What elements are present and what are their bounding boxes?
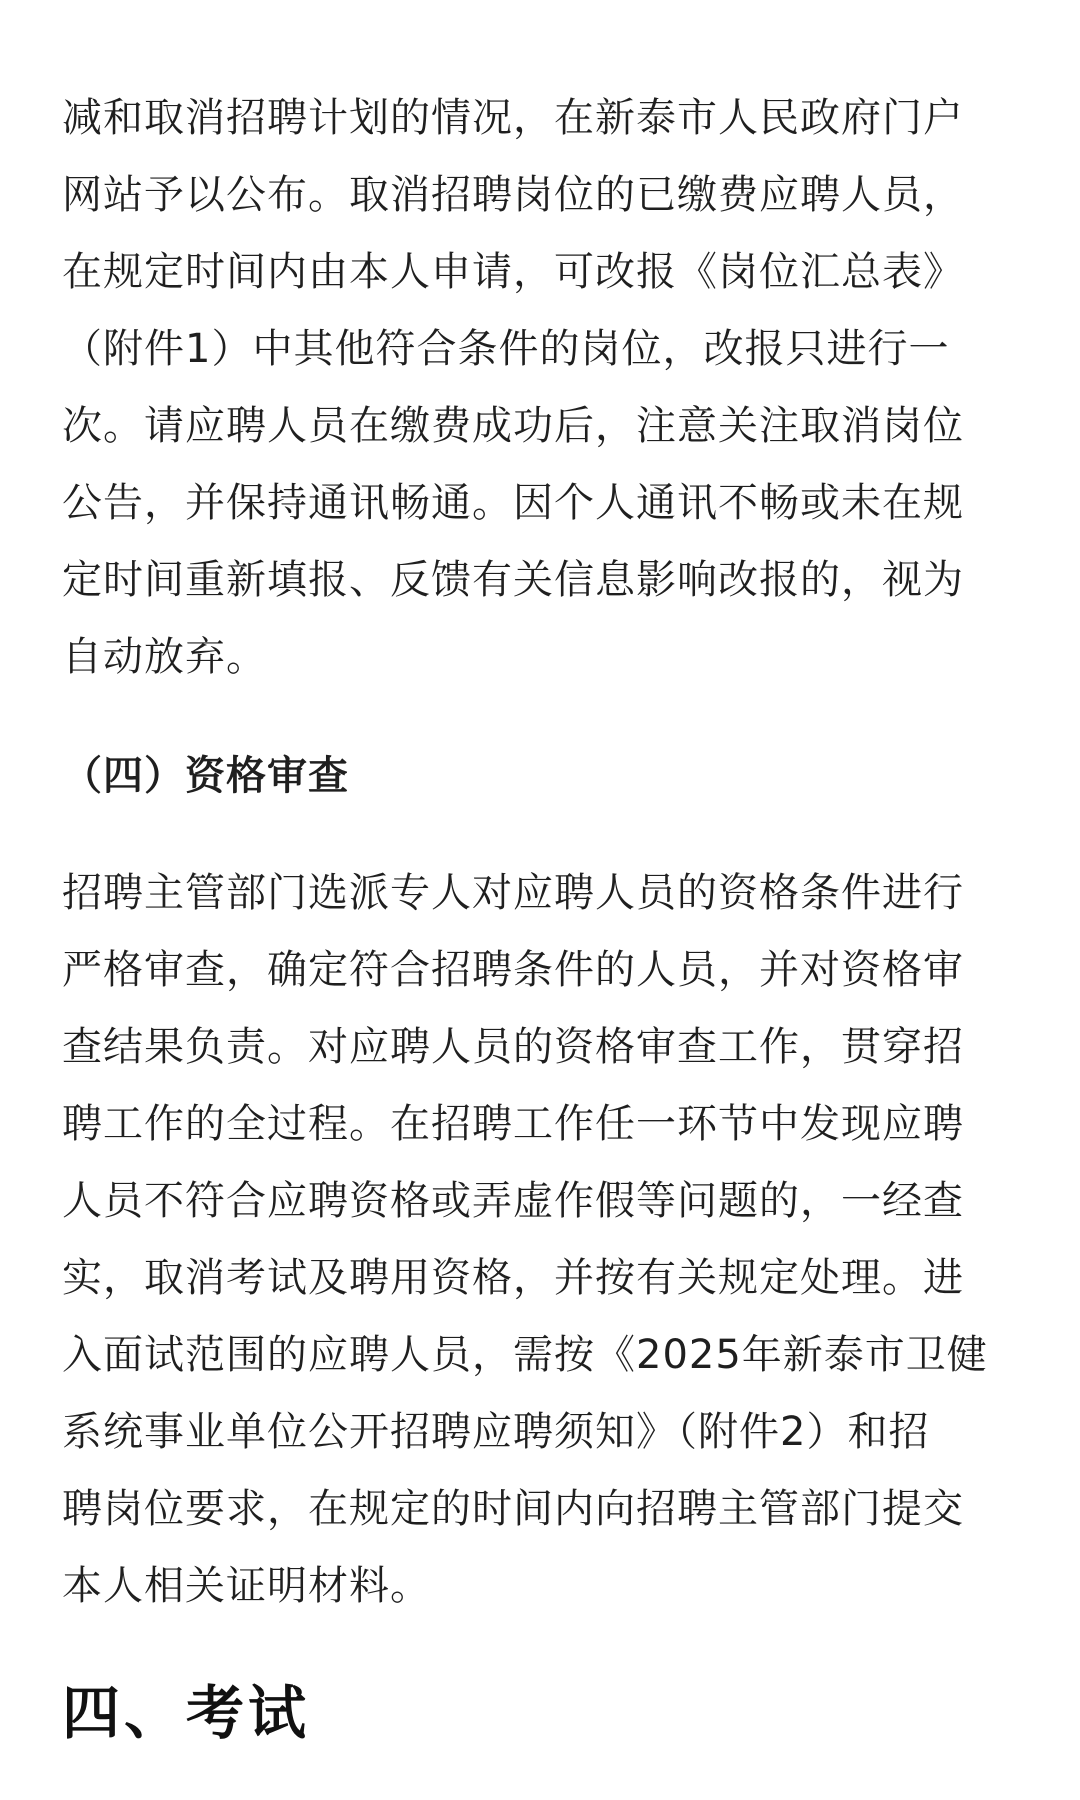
text-line: 人员不符合应聘资格或弄虚作假等问题的，一经查 — [62, 1178, 964, 1224]
text-line: 定时间重新填报、反馈有关信息影响改报的，视为 — [62, 557, 964, 603]
paragraph-position-changes — [62, 80, 1022, 696]
text-line: 聘工作的全过程。在招聘工作任一环节中发现应聘 — [62, 1101, 964, 1147]
text-line: （附件1）中其他符合条件的岗位，改报只进行一 — [62, 326, 950, 372]
text-line: 公告，并保持通讯畅通。因个人通讯不畅或未在规 — [62, 480, 964, 526]
text-line: 实，取消考试及聘用资格，并按有关规定处理。进 — [62, 1255, 964, 1301]
text-line: 入面试范围的应聘人员，需按《2025年新泰市卫健 — [62, 1332, 988, 1378]
text-line: 自动放弃。 — [62, 634, 267, 680]
text-line: 招聘主管部门选派专人对应聘人员的资格条件进行 — [62, 870, 964, 916]
text-line: 聘岗位要求，在规定的时间内向招聘主管部门提交 — [62, 1486, 964, 1532]
text-line: 查结果负责。对应聘人员的资格审查工作，贯穿招 — [62, 1024, 964, 1070]
text-line: 本人相关证明材料。 — [62, 1563, 431, 1609]
text-line: 严格审查，确定符合招聘条件的人员，并对资格审 — [62, 947, 964, 993]
text-line: 系统事业单位公开招聘应聘须知》（附件2）和招 — [62, 1409, 930, 1455]
paragraph-qualification-review — [62, 855, 1022, 1625]
text-line: 网站予以公布。取消招聘岗位的已缴费应聘人员， — [62, 172, 964, 218]
text-line: 减和取消招聘计划的情况，在新泰市人民政府门户 — [62, 95, 964, 141]
section-heading-exam: 四、考试 — [62, 1679, 311, 1747]
article-body — [62, 80, 1022, 1753]
text-line: 在规定时间内由本人申请，可改报《岗位汇总表》 — [62, 249, 964, 295]
text-line: 次。请应聘人员在缴费成功后，注意关注取消岗位 — [62, 403, 964, 449]
subheading-qualification-review: （四）资格审查 — [62, 753, 349, 799]
